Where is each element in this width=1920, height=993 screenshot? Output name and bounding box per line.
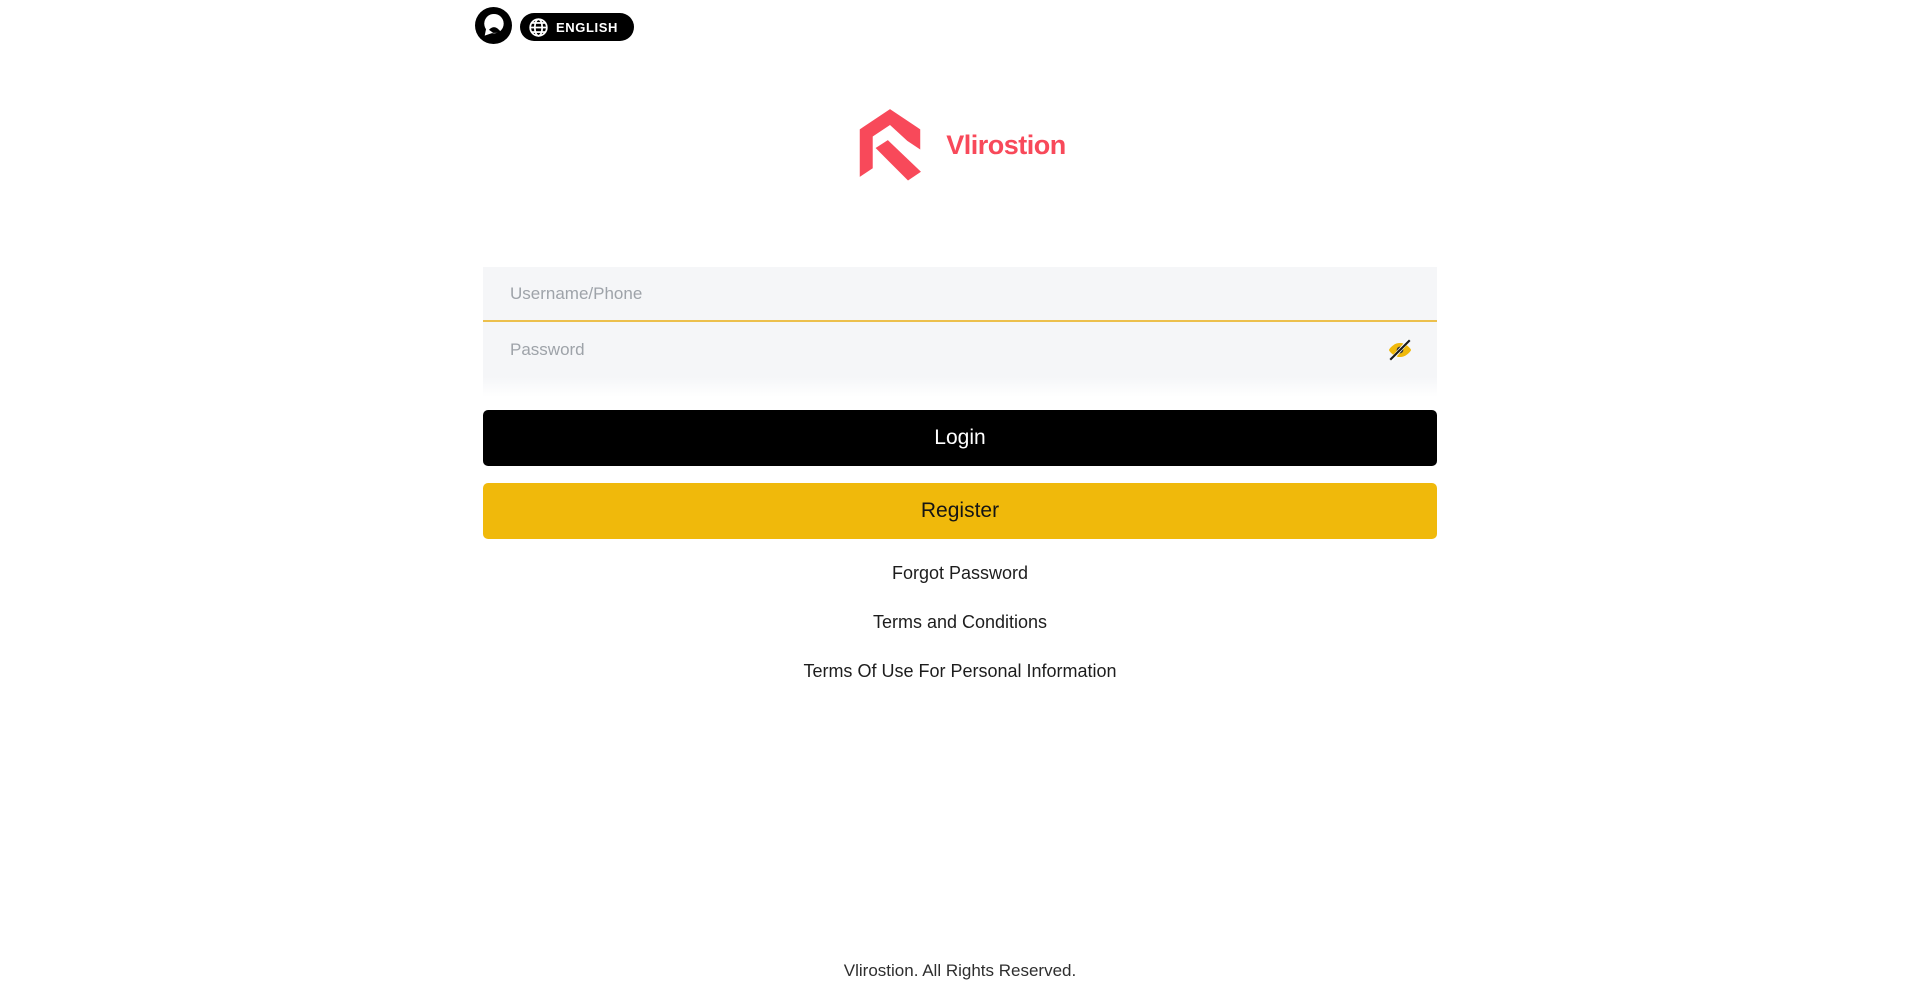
vlirostion-logo-icon — [854, 103, 926, 188]
copyright-text: Vlirostion. All Rights Reserved. — [843, 961, 1077, 980]
language-label: ENGLISH — [556, 19, 618, 35]
terms-of-use-personal-information-link[interactable]: Terms Of Use For Personal Information — [803, 661, 1117, 681]
username-input[interactable] — [483, 267, 1437, 320]
form-bottom-fade — [483, 377, 1437, 397]
password-field-wrapper — [483, 322, 1437, 377]
register-button[interactable]: Register — [483, 483, 1437, 539]
copyright-footer — [0, 961, 1920, 981]
customer-service-chat-button[interactable] — [475, 7, 512, 44]
terms-and-conditions-link[interactable]: Terms and Conditions — [872, 612, 1048, 632]
password-input[interactable] — [483, 322, 1437, 377]
brand-header — [0, 103, 1920, 188]
auxiliary-links — [483, 563, 1437, 682]
forgot-password-link[interactable]: Forgot Password — [891, 563, 1029, 583]
toggle-password-visibility-button[interactable] — [1387, 337, 1413, 363]
brand-name-text: Vlirostion — [946, 130, 1066, 160]
login-button[interactable]: Login — [483, 410, 1437, 466]
chat-bubble-icon — [475, 32, 512, 47]
eye-slash-icon — [1387, 351, 1413, 366]
top-left-toolbar — [475, 7, 634, 44]
globe-icon — [528, 17, 549, 38]
language-selector-button[interactable] — [520, 13, 634, 41]
login-form — [483, 267, 1437, 682]
